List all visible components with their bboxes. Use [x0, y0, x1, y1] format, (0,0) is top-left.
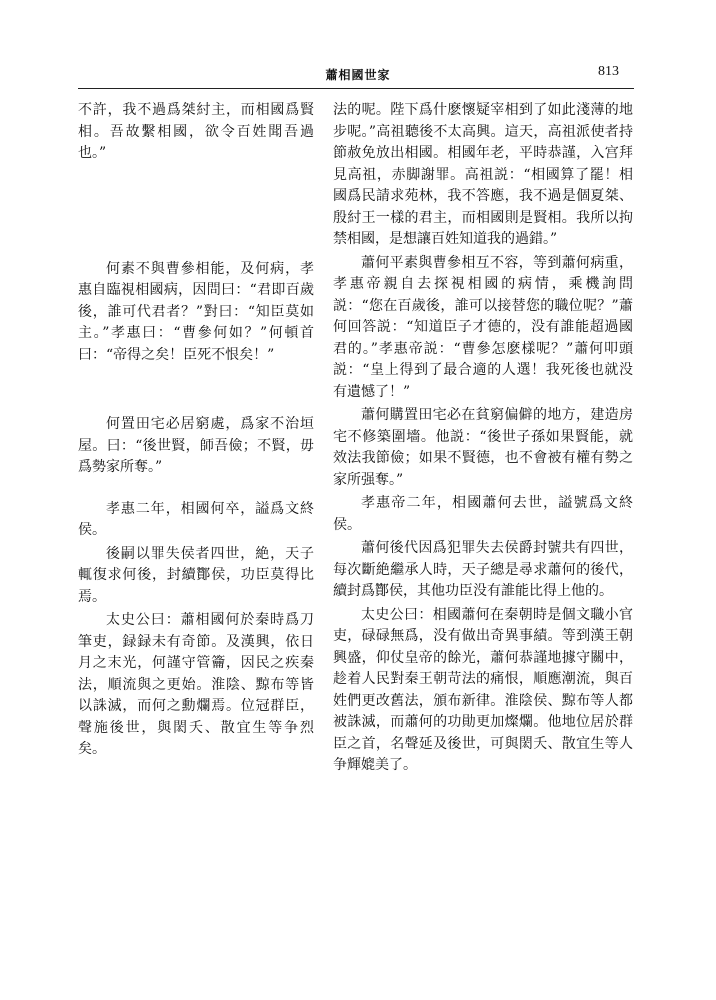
translation-paragraph-1: 法的呢。陛下爲什麽懷疑宰相到了如此淺薄的地步呢。”高祖聽後不太高興。這天，高祖派使者持節赦免放出相國。相國年老，平時恭謹，入宫拜見高祖，赤脚謝罪。高祖説：“相國算了罷！相國爲民請求苑林，我不答應，我不過是個夏桀、殷紂王一樣的君主，而相國則是賢相。我所以拘禁相國，是想讓百姓知道我的過錯。”	[333, 102, 633, 247]
page-number: 813	[598, 64, 619, 79]
running-header-title: 蕭相國世家	[325, 68, 391, 82]
translation-column	[333, 100, 633, 777]
classical-paragraph-1: 不許，我不過爲桀紂主，而相國爲賢相。吾故繫相國，欲令百姓聞吾過也。”	[78, 102, 314, 161]
classical-paragraph-3: 何置田宅必居窮處，爲家不治垣屋。曰：“後世賢，師吾儉；不賢，毋爲勢家所奪。”	[78, 416, 314, 475]
translation-paragraph-6: 太史公曰：相國蕭何在秦朝時是個文職小官吏，碌碌無爲，没有做出奇異事績。等到漢王朝興盛，仰仗皇帝的餘光，蕭何恭謹地據守關中，趁着人民對秦王朝苛法的痛恨，順應潮流，與百姓們更改舊法，頒布新律。淮陰侯、黥布等人都被誅滅，而蕭何的功勛更加燦爛。他地位居於群臣之首，名聲延及後世，可與閎夭、散宜生等人争輝媲美了。	[333, 606, 633, 773]
header-rule	[78, 88, 634, 89]
classical-text-column	[78, 100, 314, 761]
classical-paragraph-4: 孝惠二年，相國何卒，謚爲文終侯。	[78, 500, 314, 538]
translation-paragraph-3: 蕭何購置田宅必在貧窮偏僻的地方，建造房宅不修築圍墻。他説：“後世子孫如果賢能，就效法我節儉；如果不賢德，也不會被有權有勢之家所强奪。”	[333, 407, 633, 488]
classical-paragraph-2: 何素不與曹參相能，及何病，孝惠自臨視相國病，因問曰：“君即百歲後，誰可代君者？”對曰：“知臣莫如主。”孝惠曰：“曹參何如？”何頓首曰：“帝得之矣！臣死不恨矣！”	[78, 260, 314, 363]
translation-paragraph-2: 蕭何平素與曹參相互不容，等到蕭何病重，孝惠帝親自去探視相國的病情，乘機詢問説：“您在百歲後，誰可以接替您的職位呢？”蕭何回答説：“知道臣子才德的，没有誰能超過國君的。”孝惠帝説：“曹參怎麽樣呢？”蕭何叩頭説：“皇上得到了最合適的人選！我死後也就没有遺憾了！”	[333, 254, 633, 400]
classical-paragraph-6: 太史公曰：蕭相國何於秦時爲刀筆吏，録録未有奇節。及漢興，依日月之末光，何謹守管籥，因民之疾秦法，順流與之更始。淮陰、黥布等皆以誅滅，而何之勳爛焉。位冠群臣，聲施後世，與閎夭、散宜生等争烈矣。	[78, 612, 314, 757]
translation-paragraph-4: 孝惠帝二年，相國蕭何去世，謚號爲文終侯。	[333, 495, 633, 533]
translation-paragraph-5: 蕭何後代因爲犯罪失去侯爵封號共有四世，每次斷絶繼承人時，天子總是尋求蕭何的後代，續封爲酇侯，其他功臣没有誰能比得上他的。	[333, 540, 633, 599]
classical-paragraph-5: 後嗣以罪失侯者四世，絶，天子輒復求何後，封續酇侯，功臣莫得比焉。	[78, 545, 314, 605]
